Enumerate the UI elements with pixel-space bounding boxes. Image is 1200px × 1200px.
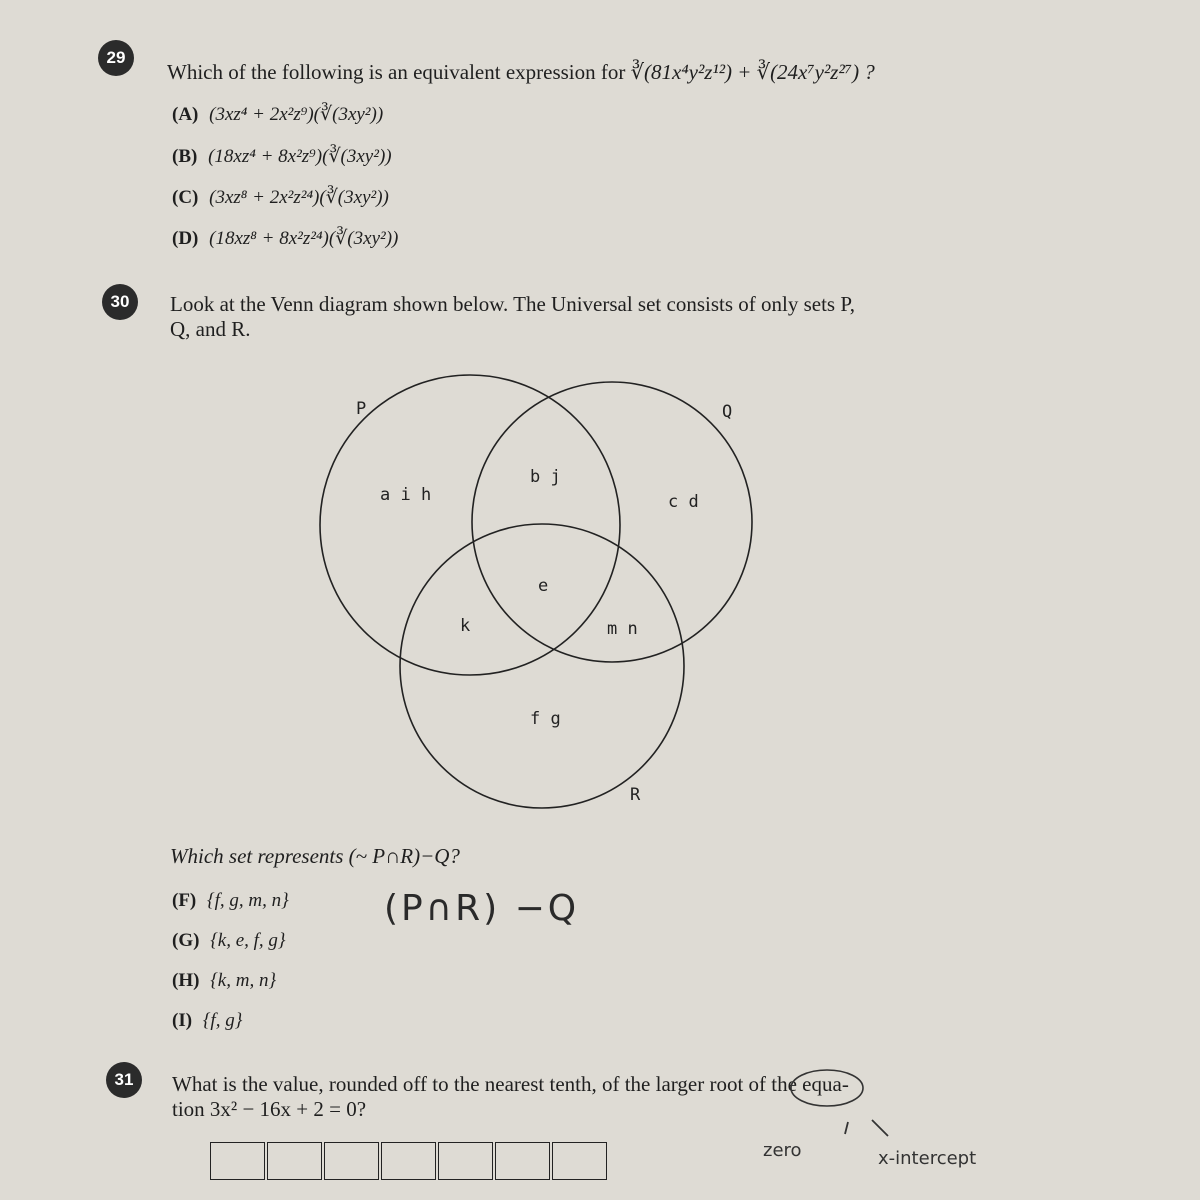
question-31-number: 31 (106, 1062, 142, 1098)
set-q-label: Q (722, 402, 733, 422)
option-text: {f, g} (202, 1010, 243, 1031)
region-r-only: f g (530, 709, 561, 729)
answer-box-7[interactable] (552, 1142, 607, 1180)
option-text: (18xz⁴ + 8x²z⁹)(∛(3xy²)) (208, 146, 392, 167)
question-30-line-1: Look at the Venn diagram shown below. The Universal set consists of only sets P, (170, 292, 855, 316)
question-30-prompt-text: Which set represents (~ P∩R)−Q? (170, 844, 460, 868)
handwritten-note-x-intercept: x-intercept (878, 1148, 977, 1169)
option-label: (B) (172, 146, 198, 167)
option-label: (H) (172, 970, 200, 991)
question-30-number: 30 (102, 284, 138, 320)
option-label: (D) (172, 228, 199, 249)
option-label: (C) (172, 187, 199, 208)
question-30-line-2: Q, and R. (170, 317, 251, 341)
answer-box-2[interactable] (267, 1142, 322, 1180)
answer-box-4[interactable] (381, 1142, 436, 1180)
question-31-line-2: tion 3x² − 16x + 2 = 0? (172, 1097, 367, 1121)
handwritten-note-set-expression: (P∩R) −Q (384, 888, 580, 929)
question-29-number: 29 (98, 40, 134, 76)
option-text: {k, m, n} (210, 970, 277, 991)
region-q-and-r: m n (607, 619, 638, 639)
option-text: (18xz⁸ + 8x²z²⁴)(∛(3xy²)) (209, 228, 399, 249)
set-r-label: R (630, 785, 641, 805)
answer-box-5[interactable] (438, 1142, 493, 1180)
option-text: (3xz⁸ + 2x²z²⁴)(∛(3xy²)) (209, 187, 389, 208)
option-label: (F) (172, 890, 197, 911)
option-text: {f, g, m, n} (207, 890, 289, 911)
answer-box-3[interactable] (324, 1142, 379, 1180)
question-31-line-1: What is the value, rounded off to the nearest tenth, of the larger root of the equa- (172, 1072, 849, 1096)
option-label: (I) (172, 1010, 193, 1031)
answer-box-1[interactable] (210, 1142, 265, 1180)
region-p-only: a i h (380, 485, 432, 505)
option-text: {k, e, f, g} (210, 930, 286, 951)
question-29-text: Which of the following is an equivalent expression for (167, 60, 626, 84)
handwritten-note-zero: zero (763, 1140, 802, 1161)
option-label: (G) (172, 930, 200, 951)
set-p-label: P (356, 399, 367, 419)
region-all-three: e (538, 576, 549, 596)
region-q-only: c d (668, 492, 699, 512)
answer-box-6[interactable] (495, 1142, 550, 1180)
option-label: (A) (172, 104, 199, 125)
option-text: (3xz⁴ + 2x²z⁹)(∛(3xy²)) (209, 104, 384, 125)
region-p-and-r: k (460, 616, 471, 636)
question-29-expression: ∛(81x⁴y²z¹²) + ∛(24x⁷y²z²⁷) ? (630, 60, 875, 84)
region-p-and-q: b j (530, 467, 561, 487)
